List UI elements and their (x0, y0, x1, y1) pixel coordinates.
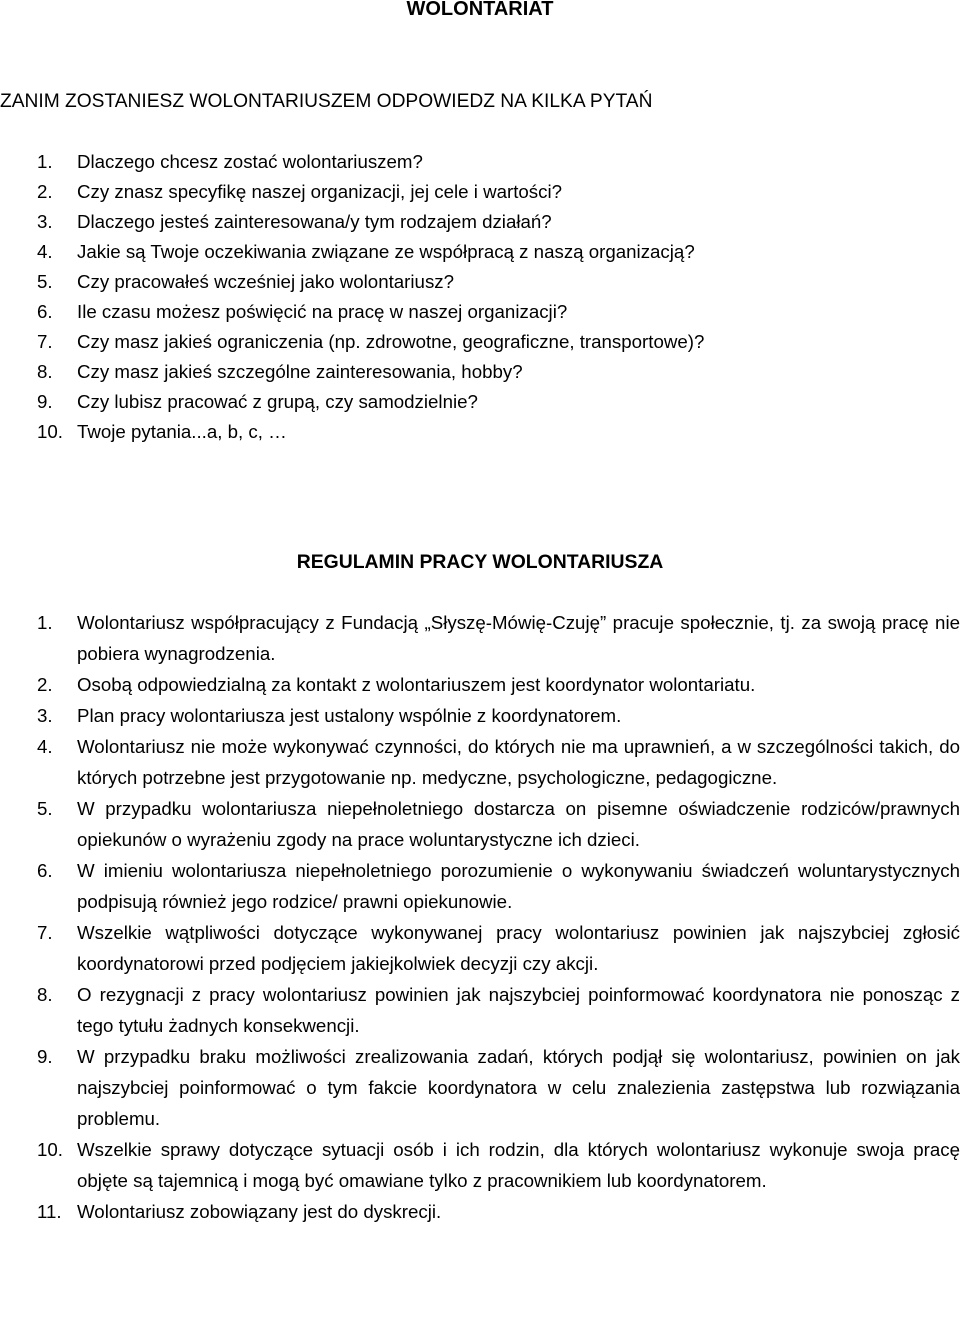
list-item (0, 607, 960, 669)
list-number: 2. (37, 181, 53, 202)
list-number: 1. (37, 151, 53, 172)
list-number: 2. (37, 674, 53, 695)
list-number: 11. (37, 1201, 62, 1222)
list-text: Wolontariusz współpracujący z Fundacją „Słyszę-Mówię-Czuję” pracuje społecznie, tj. za swoją pracę nie pobiera wynagrodzenia. (77, 612, 960, 664)
list-text: W przypadku wolontariusza niepełnoletniego dostarcza on pisemne oświadczenie rodziców/prawnych opiekunów o wyrażeniu zgody na prace woluntarystyczne ich dzieci. (77, 798, 960, 850)
list-text: Wolontariusz nie może wykonywać czynności, do których nie ma uprawnień, a w szczególności takich, do których potrzebne jest przygotowanie np. medyczne, psychologiczne, pedagogiczne. (77, 736, 960, 788)
list-number: 7. (37, 331, 53, 352)
list-item (0, 207, 940, 237)
list-text: Wszelkie sprawy dotyczące sytuacji osób i ich rodzin, dla których wolontariusz wykonuje swoja pracę objęte są tajemnicą i mogą być omawiane tylko z pracownikiem lub koordynatorem. (77, 1139, 960, 1191)
list-item (0, 731, 960, 793)
list-text: Czy masz jakieś szczególne zainteresowania, hobby? (77, 361, 523, 382)
list-item (0, 147, 940, 177)
list-number: 5. (37, 271, 53, 292)
list-item (0, 297, 940, 327)
list-number: 8. (37, 984, 53, 1005)
rules-list (0, 607, 960, 1227)
list-item (0, 1041, 960, 1134)
list-text: Osobą odpowiedzialną za kontakt z wolontariuszem jest koordynator wolontariatu. (77, 674, 756, 695)
list-item (0, 700, 960, 731)
list-text: Wolontariusz zobowiązany jest do dyskrecji. (77, 1201, 442, 1222)
questions-list (0, 147, 940, 447)
list-text: Ile czasu możesz poświęcić na pracę w naszej organizacji? (77, 301, 568, 322)
list-text: Jakie są Twoje oczekiwania związane ze współpracą z naszą organizacją? (77, 241, 695, 262)
list-number: 10. (37, 421, 63, 442)
list-text: Dlaczego chcesz zostać wolontariuszem? (77, 151, 423, 172)
list-item (0, 917, 960, 979)
list-text: Plan pracy wolontariusza jest ustalony wspólnie z koordynatorem. (77, 705, 622, 726)
list-text: Wszelkie wątpliwości dotyczące wykonywanej pracy wolontariusz powinien jak najszybciej zgłosić koordynatorowi przed podjęciem jakiejkolwiek decyzji czy akcji. (77, 922, 960, 974)
list-number: 4. (37, 241, 53, 262)
list-number: 10. (37, 1139, 63, 1160)
list-text: Czy pracowałeś wcześniej jako wolontariusz? (77, 271, 455, 292)
list-number: 4. (37, 736, 53, 757)
list-number: 8. (37, 361, 53, 382)
list-item (0, 177, 940, 207)
list-number: 1. (37, 612, 53, 633)
list-item (0, 237, 940, 267)
list-item (0, 267, 940, 297)
list-item (0, 417, 940, 447)
list-item (0, 669, 960, 700)
list-number: 7. (37, 922, 53, 943)
document-title: WOLONTARIAT (406, 0, 554, 20)
list-text: Czy znasz specyfikę naszej organizacji, jej cele i wartości? (77, 181, 563, 202)
list-text: Dlaczego jesteś zainteresowana/y tym rodzajem działań? (77, 211, 552, 232)
list-number: 6. (37, 860, 53, 881)
list-item (0, 327, 940, 357)
list-text: Czy masz jakieś ograniczenia (np. zdrowotne, geograficzne, transportowe)? (77, 331, 705, 352)
list-text: W imieniu wolontariusza niepełnoletniego porozumienie o wykonywaniu świadczeń woluntarystycznych podpisują również jego rodzice/ prawni opiekunowie. (77, 860, 960, 912)
list-number: 3. (37, 211, 53, 232)
list-number: 6. (37, 301, 53, 322)
list-item (0, 357, 940, 387)
list-text: W przypadku braku możliwości zrealizowania zadań, których podjął się wolontariusz, powinien on jak najszybciej poinformować o tym fakcie koordynatora w celu znalezienia zastępstwa lub rozwiązania problemu. (77, 1046, 960, 1129)
list-number: 9. (37, 391, 53, 412)
list-item (0, 1196, 960, 1227)
list-item (0, 793, 960, 855)
list-number: 5. (37, 798, 53, 819)
list-text: Twoje pytania...a, b, c, … (77, 421, 287, 442)
list-number: 9. (37, 1046, 53, 1067)
list-item (0, 979, 960, 1041)
regulamin-heading: REGULAMIN PRACY WOLONTARIUSZA (296, 551, 664, 573)
intro-heading: ZANIM ZOSTANIESZ WOLONTARIUSZEM ODPOWIEDZ NA KILKA PYTAŃ (0, 91, 653, 112)
list-text: O rezygnacji z pracy wolontariusz powinien jak najszybciej poinformować koordynatora nie ponosząc z tego tytułu żadnych konsekwencji. (77, 984, 960, 1036)
list-item (0, 1134, 960, 1196)
list-item (0, 855, 960, 917)
list-text: Czy lubisz pracować z grupą, czy samodzielnie? (77, 391, 478, 412)
list-item (0, 387, 940, 417)
list-number: 3. (37, 705, 53, 726)
